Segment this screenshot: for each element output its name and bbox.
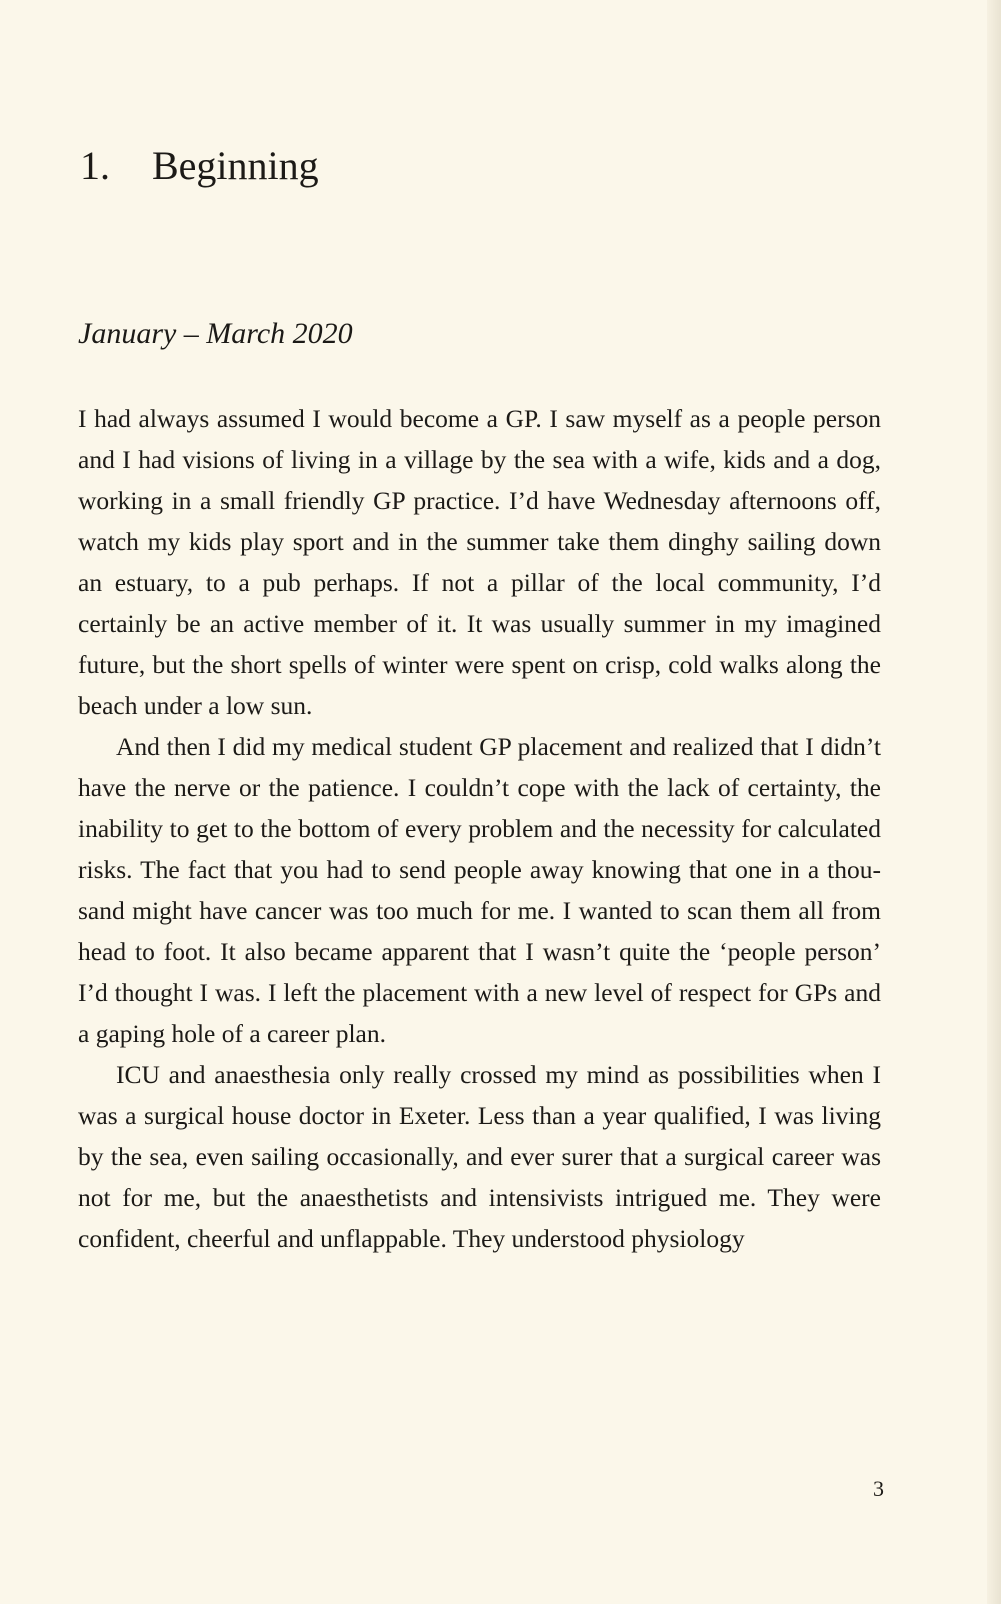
- chapter-number: 1.: [80, 143, 110, 188]
- body-text: [78, 398, 881, 1259]
- page-edge-shadow: [987, 0, 1001, 1604]
- page-number: 3: [873, 1476, 884, 1501]
- chapter-heading: [80, 140, 319, 192]
- paragraph-2: And then I did my medical student GP placement and realized that I didn’t have the nerve or the patience. I couldn’t cope with the lack of certainty, the inability to get to the bottom of every problem and the necessity for calculated risks. The fact that you had to send people away knowing that one in a thousand might have cancer was too much for me. I wanted to scan them all from head to foot. It also became apparent that I wasn’t quite the ‘people person’ I’d thought I was. I left the placement with a new level of respect for GPs and a gaping hole of a career plan.: [78, 732, 881, 1048]
- paragraph-3: ICU and anaesthesia only really crossed my mind as possibilities when I was a surgical house doctor in Exeter. Less than a year qualified, I was living by the sea, even sailing occasionally, and ever surer that a surgical career was not for me, but the anaesthetists and intensivists intrigued me. They were confident, cheerful and unflappable. They understood physiology: [78, 1060, 881, 1253]
- chapter-title: Beginning: [152, 143, 319, 188]
- section-date-range: January – March 2020: [78, 317, 353, 350]
- paragraph-1: I had always assumed I would become a GP. I saw myself as a people person and I had visions of living in a village by the sea with a wife, kids and a dog, working in a small friendly GP practice. I’d have Wednesday afternoons off, watch my kids play sport and in the summer take them dinghy sailing down an estuary, to a pub perhaps. If not a pillar of the local community, I’d certainly be an active member of it. It was usually summer in my imagined future, but the short spells of winter were spent on crisp, cold walks along the beach under a low sun.: [78, 404, 881, 720]
